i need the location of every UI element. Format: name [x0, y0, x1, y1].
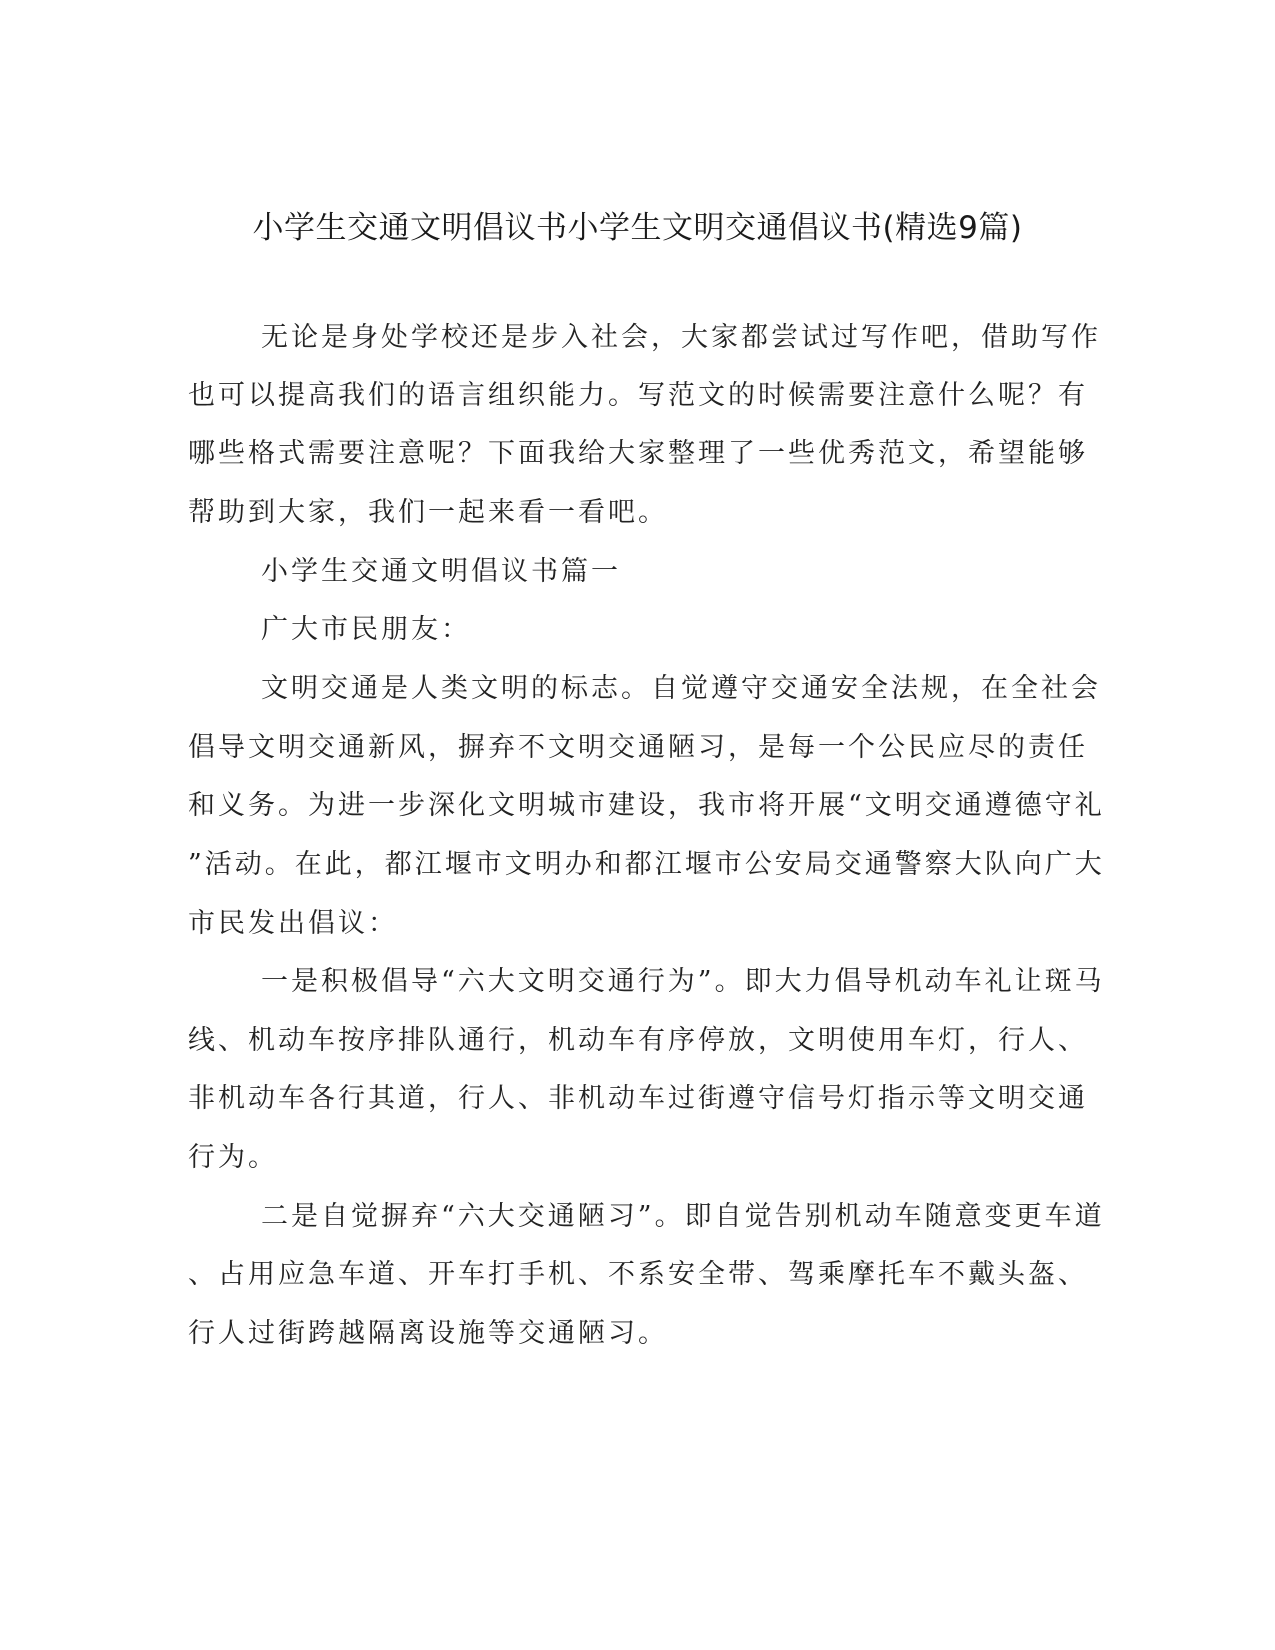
paragraph-line: 线、机动车按序排队通行，机动车有序停放，文明使用车灯，行人、	[188, 1025, 1088, 1056]
salutation: 广大市民朋友：	[261, 614, 471, 645]
paragraph-line: 市民发出倡议：	[188, 908, 398, 939]
intro-line-4: 帮助到大家，我们一起来看一看吧。	[188, 497, 668, 528]
intro-line-2: 也可以提高我们的语言组织能力。写范文的时候需要注意什么呢？有	[188, 380, 1088, 411]
paragraph-line: 行人过街跨越隔离设施等交通陋习。	[188, 1318, 668, 1349]
document-title: 小学生交通文明倡议书小学生文明交通倡议书(精选9篇)	[252, 210, 1023, 246]
paragraph-line: 倡导文明交通新风，摒弃不文明交通陋习，是每一个公民应尽的责任	[188, 732, 1088, 763]
paragraph-line: ”活动。在此，都江堰市文明办和都江堰市公安局交通警察大队向广大	[188, 849, 1105, 880]
paragraph-line: 、占用应急车道、开车打手机、不系安全带、驾乘摩托车不戴头盔、	[188, 1259, 1088, 1290]
paragraph-line: 和义务。为进一步深化文明城市建设，我市将开展“文明交通遵德守礼	[188, 790, 1105, 821]
intro-line-3: 哪些格式需要注意呢？下面我给大家整理了一些优秀范文，希望能够	[188, 438, 1088, 469]
paragraph-line: 非机动车各行其道，行人、非机动车过街遵守信号灯指示等文明交通	[188, 1083, 1088, 1114]
section-heading: 小学生交通文明倡议书篇一	[261, 556, 621, 587]
paragraph-line: 行为。	[188, 1142, 278, 1173]
paragraph-line: 文明交通是人类文明的标志。自觉遵守交通安全法规，在全社会	[261, 673, 1101, 704]
intro-line-1: 无论是身处学校还是步入社会，大家都尝试过写作吧，借助写作	[261, 322, 1101, 353]
paragraph-line: 二是自觉摒弃“六大交通陋习”。即自觉告别机动车随意变更车道	[261, 1201, 1105, 1232]
paragraph-line: 一是积极倡导“六大文明交通行为”。即大力倡导机动车礼让斑马	[261, 966, 1105, 997]
